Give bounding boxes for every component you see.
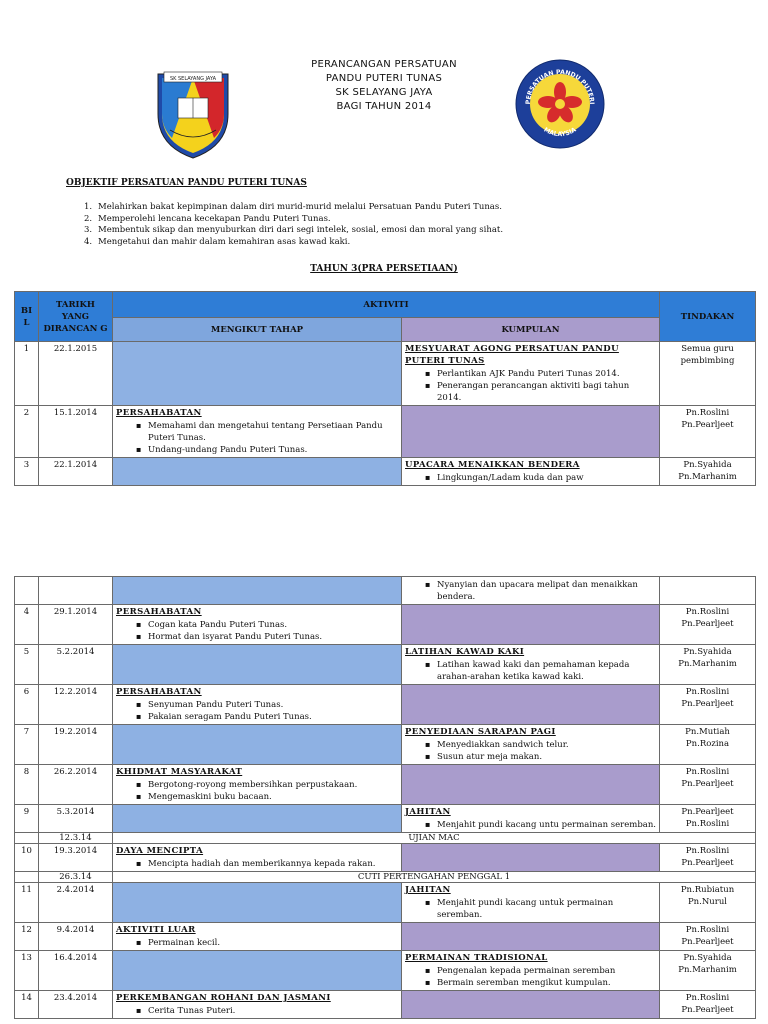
table-row [15, 605, 756, 645]
mengikut-tahap-cell [113, 685, 402, 725]
tindakan-cell [660, 645, 756, 685]
kumpulan-cell [402, 645, 660, 685]
kumpulan-points [405, 739, 656, 763]
title-line-4: BAGI TAHUN 2014 [336, 101, 432, 112]
table-row [15, 725, 756, 765]
list-item: ▪ Bermain seremban mengikut kumpulan. [437, 977, 656, 989]
list-item: ▪ Mencipta hadiah dan memberikannya kepada rakan. [148, 858, 398, 870]
kumpulan-cell [402, 725, 660, 765]
mengikut-tahap-cell [113, 951, 402, 991]
kumpulan-cell [402, 685, 660, 725]
tindakan-cell [660, 923, 756, 951]
list-item: ▪ Lingkungan/Ladam kuda dan paw [437, 472, 656, 484]
person-name: Pn.Roslini [685, 607, 730, 617]
tindakan-cell [660, 605, 756, 645]
table-row [15, 844, 756, 872]
tindakan-cell [660, 951, 756, 991]
section-title: TAHUN 3(PRA PERSETIAAN) [310, 264, 458, 274]
mengikut-tahap-cell [113, 406, 402, 458]
kumpulan-title: MESYUARAT AGONG PERSATUAN PANDU PUTERI TUNAS [405, 344, 619, 366]
list-item: ▪ Hormat dan isyarat Pandu Puteri Tunas. [148, 631, 398, 643]
table-row [15, 458, 756, 486]
page-title [234, 58, 534, 114]
kumpulan-cell [402, 605, 660, 645]
row-date: 26.2.2014 [39, 765, 113, 805]
list-item: ▪ Cerita Tunas Puteri. [148, 1005, 398, 1017]
kumpulan-title: JAHITAN [405, 885, 451, 895]
person-name: Pn.Pearljeet [681, 1005, 734, 1015]
tindakan-cell [660, 765, 756, 805]
table-row [15, 406, 756, 458]
mengikut-tahap-cell [113, 645, 402, 685]
person-name: Pn.Marhanim [678, 472, 737, 482]
tindakan-cell [660, 342, 756, 406]
person-name: Pn.Marhanim [678, 659, 737, 669]
person-name: Pn.Syahida [683, 460, 732, 470]
mengikut-tahap-cell [113, 342, 402, 406]
kumpulan-title: PENYEDIAAN SARAPAN PAGI [405, 727, 556, 737]
mengikut-tahap-title: PERSAHABATAN [116, 607, 202, 617]
row-number: 12 [15, 923, 39, 951]
table-row [15, 577, 756, 605]
school-crest-icon [150, 64, 236, 160]
mengikut-tahap-cell [113, 805, 402, 833]
objectives-list [84, 202, 503, 248]
list-item: ▪ Menjahit pundi kacang untu permainan seremban. [437, 819, 656, 831]
kumpulan-title: JAHITAN [405, 807, 451, 817]
row-number: 11 [15, 883, 39, 923]
mengikut-tahap-title: PERKEMBANGAN ROHANI DAN JASMANI [116, 993, 331, 1003]
separator-row [15, 833, 756, 844]
list-item: 2. Memperolehi lencana kecekapan Pandu Puteri Tunas. [84, 213, 331, 224]
kumpulan-points [405, 472, 656, 484]
mengikut-tahap-points [116, 1005, 398, 1017]
col-header-mengikut-tahap: MENGIKUT TAHAP [113, 318, 402, 342]
table-row [15, 923, 756, 951]
table-row [15, 805, 756, 833]
row-number: 14 [15, 991, 39, 1019]
mengikut-tahap-cell [113, 725, 402, 765]
person-name: Pn.Nurul [687, 897, 728, 907]
kumpulan-points [405, 659, 656, 683]
mengikut-tahap-points [116, 937, 398, 949]
row-number: 2 [15, 406, 39, 458]
row-date: 5.2.2014 [39, 645, 113, 685]
title-line-1: PERANCANGAN PERSATUAN [311, 59, 457, 70]
mengikut-tahap-title: AKTIVITI LUAR [116, 925, 196, 935]
row-date: 2.4.2014 [39, 883, 113, 923]
list-item: 1. Melahirkan bakat kepimpinan dalam diri murid-murid melalui Persatuan Pandu Puteri Tunas. [84, 202, 502, 212]
row-date: 22.1.2015 [39, 342, 113, 406]
person-name: Pn.Roslini [685, 687, 730, 697]
kumpulan-cell [402, 458, 660, 486]
kumpulan-cell [402, 883, 660, 923]
col-header-kumpulan: KUMPULAN [402, 318, 660, 342]
person-name: Pn.Marhanim [678, 965, 737, 975]
col-header-aktiviti: AKTIVITI [113, 292, 660, 318]
person-name: Pn.Rozina [685, 739, 730, 749]
kumpulan-cell [402, 844, 660, 872]
tindakan-cell [660, 725, 756, 765]
row-number: 8 [15, 765, 39, 805]
school-crest-text: SK SELAYANG JAYA [169, 76, 217, 82]
list-item: 3. Membentuk sikap dan menyuburkan diri dari segi intelek, sosial, emosi dan moral yang sihat. [84, 225, 504, 235]
table-row [15, 883, 756, 923]
mengikut-tahap-points [116, 619, 398, 643]
person-name: Pn.Syahida [683, 647, 732, 657]
list-item: ▪ Menjahit pundi kacang untuk permainan seremban. [437, 897, 656, 921]
kumpulan-cell [402, 765, 660, 805]
separator-row [15, 872, 756, 883]
activity-table-page1 [14, 291, 756, 486]
title-line-3: SK SELAYANG JAYA [335, 87, 433, 98]
kumpulan-title: UPACARA MENAIKKAN BENDERA [405, 460, 580, 470]
mengikut-tahap-cell [113, 883, 402, 923]
mengikut-tahap-title: PERSAHABATAN [116, 687, 202, 697]
row-number: 4 [15, 605, 39, 645]
row-date: 19.3.2014 [39, 844, 113, 872]
list-item: ▪ Senyuman Pandu Puteri Tunas. [148, 699, 398, 711]
tindakan-cell [660, 844, 756, 872]
mengikut-tahap-title: KHIDMAT MASYARAKAT [116, 767, 243, 777]
person-name: Semua guru [681, 344, 734, 354]
list-item: ▪ Pengenalan kepada permainan seremban [437, 965, 656, 977]
row-date: 19.2.2014 [39, 725, 113, 765]
mengikut-tahap-points [116, 779, 398, 803]
kumpulan-cell [402, 923, 660, 951]
list-item: ▪ Permainan kecil. [148, 937, 398, 949]
kumpulan-points [405, 965, 656, 989]
list-item: ▪ Penerangan perancangan aktiviti bagi tahun 2014. [437, 380, 656, 404]
row-number: 5 [15, 645, 39, 685]
list-item: ▪ Susun atur meja makan. [437, 751, 656, 763]
list-item: 4. Mengetahui dan mahir dalam kemahiran asas kawad kaki. [84, 236, 351, 247]
mengikut-tahap-title: DAYA MENCIPTA [116, 846, 204, 856]
row-number: 10 [15, 844, 39, 872]
table-row [15, 951, 756, 991]
separator-date: 12.3.14 [39, 833, 113, 844]
table-row [15, 991, 756, 1019]
person-name: pembimbing [680, 356, 735, 366]
kumpulan-points [405, 368, 656, 404]
objectives-title: OBJEKTIF PERSATUAN PANDU PUTERI TUNAS [66, 178, 307, 188]
tindakan-cell [660, 685, 756, 725]
kumpulan-cell [402, 406, 660, 458]
title-line-2: PANDU PUTERI TUNAS [325, 73, 443, 84]
mengikut-tahap-cell [113, 923, 402, 951]
mengikut-tahap-title: PERSAHABATAN [116, 408, 202, 418]
row-date: 16.4.2014 [39, 951, 113, 991]
mengikut-tahap-cell [113, 458, 402, 486]
pandu-puteri-emblem-icon [514, 58, 606, 150]
list-item: ▪ Latihan kawad kaki dan pemahaman kepada arahan-arahan ketika kawad kaki. [437, 659, 656, 683]
table-row [15, 342, 756, 406]
list-item: ▪ Pakaian seragam Pandu Puteri Tunas. [148, 711, 398, 723]
row-date: 5.3.2014 [39, 805, 113, 833]
row-number: 13 [15, 951, 39, 991]
row-date: 29.1.2014 [39, 605, 113, 645]
row-date: 12.2.2014 [39, 685, 113, 725]
list-item: ▪ Cogan kata Pandu Puteri Tunas. [148, 619, 398, 631]
person-name: Pn.Pearljeet [681, 779, 734, 789]
list-item: ▪ Mengemaskini buku bacaan. [148, 791, 398, 803]
row-date: 23.4.2014 [39, 991, 113, 1019]
tindakan-cell [660, 406, 756, 458]
person-name: Pn.Pearljeet [681, 420, 734, 430]
person-name: Pn.Roslini [685, 925, 730, 935]
person-name: Pn.Roslini [685, 846, 730, 856]
person-name: Pn.Pearljeet [681, 619, 734, 629]
list-item: ▪ Bergotong-royong membersihkan perpustakaan. [148, 779, 398, 791]
kumpulan-cell [402, 951, 660, 991]
tindakan-cell [660, 883, 756, 923]
tindakan-cell [660, 805, 756, 833]
mengikut-tahap-cell [113, 991, 402, 1019]
list-item: ▪ Memahami dan mengetahui tentang Persetiaan Pandu Puteri Tunas. [148, 420, 398, 444]
emblem-ring-top-text: PERSATUAN PANDU PUTERI [524, 68, 596, 105]
mengikut-tahap-cell [113, 765, 402, 805]
activity-table-page2 [14, 576, 756, 1019]
kumpulan-cell [402, 805, 660, 833]
kumpulan-title: PERMAINAN TRADISIONAL [405, 953, 548, 963]
list-item: ▪ Menyediakkan sandwich telur. [437, 739, 656, 751]
person-name: Pn.Pearljeet [681, 699, 734, 709]
list-item: ▪ Perlantikan AJK Pandu Puteri Tunas 2014. [437, 368, 656, 380]
separator-label: UJIAN MAC [113, 833, 756, 844]
person-name: Pn.Roslini [685, 408, 730, 418]
person-name: Pn.Roslini [685, 819, 730, 829]
tindakan-cell [660, 458, 756, 486]
person-name: Pn.Rubiatun [680, 885, 735, 895]
row-number: 9 [15, 805, 39, 833]
kumpulan-cell [402, 342, 660, 406]
person-name: Pn.Pearljeet [681, 937, 734, 947]
row-number: 3 [15, 458, 39, 486]
row-date: 9.4.2014 [39, 923, 113, 951]
separator-date: 26.3.14 [39, 872, 113, 883]
table-row [15, 685, 756, 725]
kumpulan-title: LATIHAN KAWAD KAKI [405, 647, 525, 657]
row-number: 7 [15, 725, 39, 765]
row-date: 22.1.2014 [39, 458, 113, 486]
mengikut-tahap-cell [113, 605, 402, 645]
continued-cell [402, 577, 660, 605]
separator-label: CUTI PERTENGAHAN PENGGAL 1 [113, 872, 756, 883]
person-name: Pn.Roslini [685, 993, 730, 1003]
list-item: ▪ Nyanyian dan upacara melipat dan menaikkan bendera. [437, 579, 656, 603]
col-header-bil: BI L [15, 292, 39, 342]
row-number: 6 [15, 685, 39, 725]
person-name: Pn.Mutiah [685, 727, 730, 737]
tindakan-cell [660, 991, 756, 1019]
person-name: Pn.Pearljeet [681, 858, 734, 868]
page-header [0, 0, 768, 160]
table-row [15, 645, 756, 685]
kumpulan-cell [402, 991, 660, 1019]
emblem-ring-bottom-text: MALAYSIA [542, 126, 578, 139]
col-header-tindakan: TINDAKAN [660, 292, 756, 342]
table-row [15, 765, 756, 805]
kumpulan-points [405, 897, 656, 921]
kumpulan-points [405, 819, 656, 831]
mengikut-tahap-points [116, 699, 398, 723]
person-name: Pn.Syahida [683, 953, 732, 963]
mengikut-tahap-cell [113, 844, 402, 872]
mengikut-tahap-points [116, 858, 398, 870]
list-item: ▪ Undang-undang Pandu Puteri Tunas. [148, 444, 398, 456]
person-name: Pn.Roslini [685, 767, 730, 777]
col-header-tarikh: TARIKH YANG DIRANCAN G [39, 292, 113, 342]
row-date: 15.1.2014 [39, 406, 113, 458]
person-name: Pn.Pearljeet [681, 807, 734, 817]
mengikut-tahap-points [116, 420, 398, 456]
row-number: 1 [15, 342, 39, 406]
